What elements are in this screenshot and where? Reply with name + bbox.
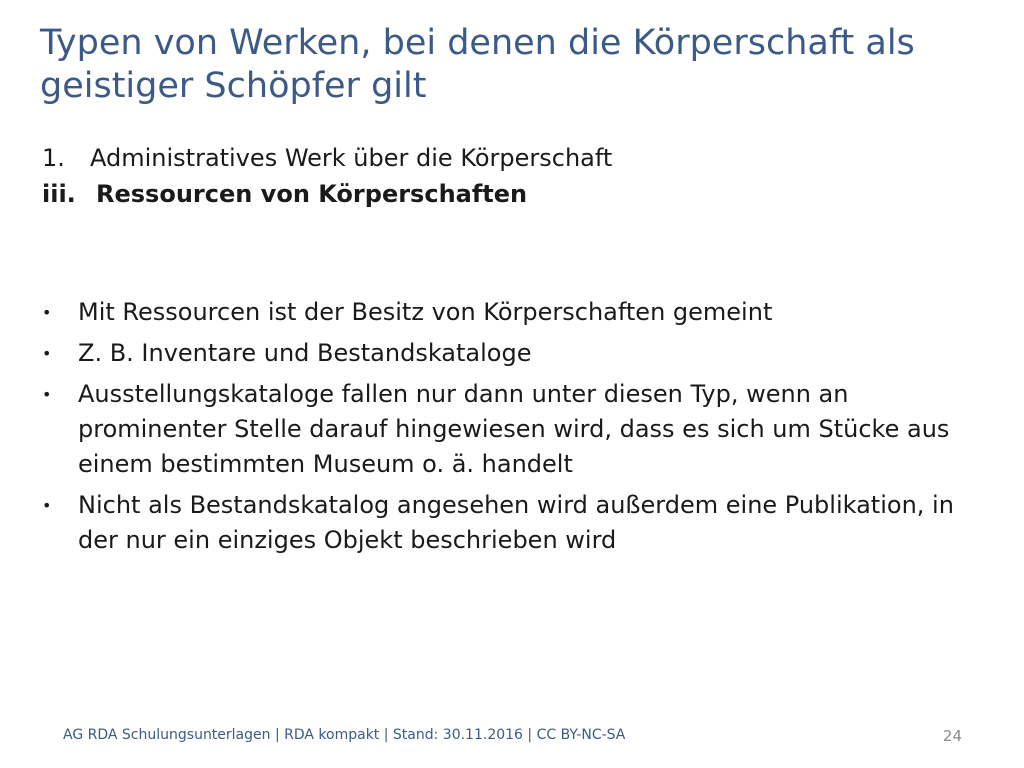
numbered-item-text: Administratives Werk über die Körperschaft bbox=[90, 144, 613, 172]
slide-title: Typen von Werken, bei denen die Körperschaft als geistiger Schöpfer gilt bbox=[40, 23, 915, 106]
bullet-item bbox=[42, 336, 972, 371]
numbered-item bbox=[42, 176, 612, 212]
bullet-text: Nicht als Bestandskatalog angesehen wird außerdem eine Publikation, in der nur ein einziges Objekt beschrieben wird bbox=[78, 491, 954, 554]
numbered-item-text: Ressourcen von Körperschaften bbox=[96, 180, 528, 208]
bullet-item bbox=[42, 295, 972, 330]
bullet-item bbox=[42, 377, 972, 482]
bullet-icon: • bbox=[42, 496, 52, 515]
footer-text: AG RDA Schulungsunterlagen | RDA kompakt | Stand: 30.11.2016 | CC BY-NC-SA bbox=[63, 727, 626, 743]
numbered-list bbox=[42, 140, 612, 212]
bullet-list bbox=[42, 295, 972, 564]
list-marker: 1. bbox=[42, 144, 65, 172]
numbered-item bbox=[42, 140, 612, 176]
bullet-text: Ausstellungskataloge fallen nur dann unter diesen Typ, wenn an prominenter Stelle darauf hingewiesen wird, dass es sich um Stücke aus einem bestimmten Museum o. ä. handelt bbox=[78, 380, 950, 478]
page-number: 24 bbox=[942, 727, 962, 745]
bullet-item bbox=[42, 488, 972, 558]
bullet-text: Mit Ressourcen ist der Besitz von Körperschaften gemeint bbox=[78, 298, 773, 326]
list-marker: iii. bbox=[42, 180, 76, 208]
bullet-icon: • bbox=[42, 344, 52, 363]
bullet-text: Z. B. Inventare und Bestandskataloge bbox=[78, 339, 532, 367]
bullet-icon: • bbox=[42, 385, 52, 404]
bullet-icon: • bbox=[42, 303, 52, 322]
